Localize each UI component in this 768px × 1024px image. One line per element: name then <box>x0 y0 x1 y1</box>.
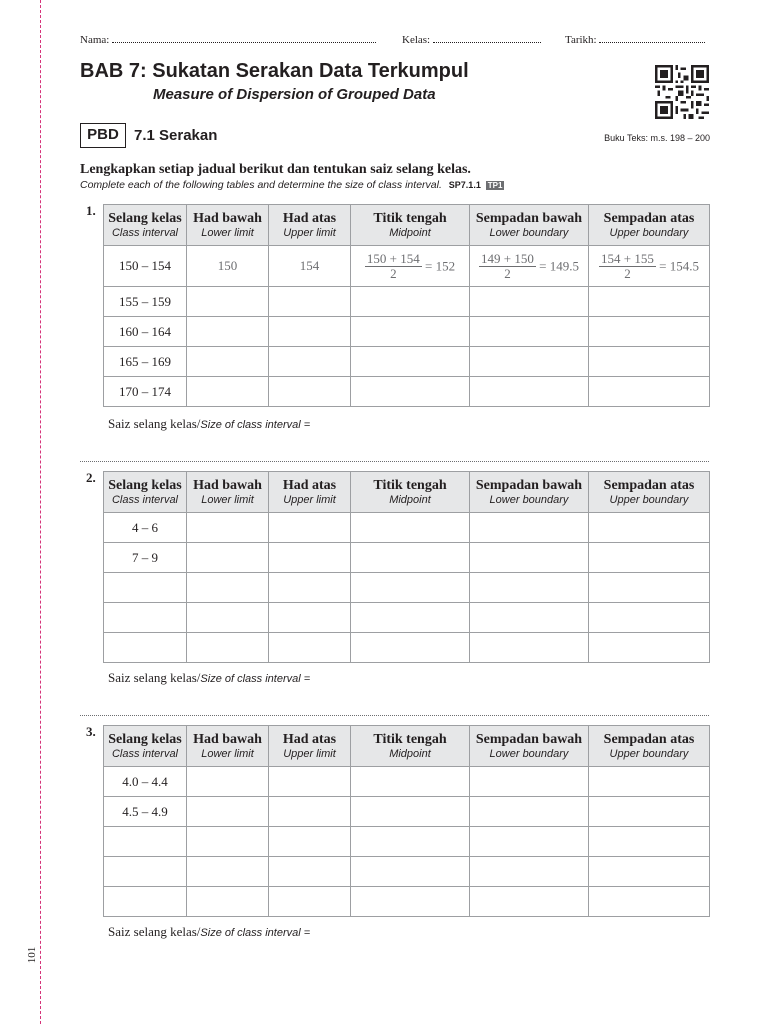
lower-boundary-input[interactable] <box>470 573 589 603</box>
date-field[interactable] <box>565 33 705 46</box>
lower-limit-cell: 150 <box>187 246 269 287</box>
table-row <box>104 887 710 917</box>
table-row <box>104 543 710 573</box>
table-row <box>104 633 710 663</box>
lower-limit-input[interactable] <box>187 797 269 827</box>
class-size-answer-line[interactable] <box>108 670 310 686</box>
col-header-lower-boundary: Sempadan bawah Lower boundary <box>470 205 589 246</box>
class-size-label-ms: Saiz selang kelas/ <box>108 416 201 431</box>
midpoint-input[interactable] <box>351 573 470 603</box>
upper-limit-input[interactable] <box>269 347 351 377</box>
upper-boundary-cell: $\frac{154 + 155}{2}$ = 154.5 <box>589 246 710 287</box>
class-interval-cell <box>104 827 187 857</box>
upper-limit-input[interactable] <box>269 633 351 663</box>
upper-limit-cell: 154 <box>269 246 351 287</box>
name-label: Nama: <box>80 34 110 46</box>
example-row <box>104 246 710 287</box>
table-header-row <box>104 726 710 767</box>
question-2-table <box>103 471 710 663</box>
class-interval-cell: 160 – 164 <box>104 317 187 347</box>
lower-limit-input[interactable] <box>187 347 269 377</box>
instruction-english-text: Complete each of the following tables and determine the size of class interval. <box>80 179 442 191</box>
class-interval-cell <box>104 603 187 633</box>
table-row <box>104 797 710 827</box>
midpoint-input[interactable] <box>351 827 470 857</box>
col-header-upper-limit: Had atas Upper limit <box>269 726 351 767</box>
class-interval-cell: 150 – 154 <box>104 246 187 287</box>
col-header-upper-limit: Had atas Upper limit <box>269 205 351 246</box>
class-interval-cell: 4.0 – 4.4 <box>104 767 187 797</box>
midpoint-cell: $\frac{150 + 154}{2}$ = 152 <box>351 246 470 287</box>
table-row <box>104 767 710 797</box>
upper-boundary-input[interactable] <box>589 827 710 857</box>
lower-boundary-input[interactable] <box>470 767 589 797</box>
textbook-reference: Buku Teks: m.s. 198 – 200 <box>604 133 710 143</box>
midpoint-input[interactable] <box>351 317 470 347</box>
upper-boundary-input[interactable] <box>589 887 710 917</box>
upper-limit-input[interactable] <box>269 513 351 543</box>
class-interval-cell: 4.5 – 4.9 <box>104 797 187 827</box>
chapter-title: BAB 7: Sukatan Serakan Data Terkumpul <box>80 60 469 82</box>
midpoint-input[interactable] <box>351 633 470 663</box>
table-row <box>104 377 710 407</box>
question-number: 2. <box>86 470 96 485</box>
qr-code-icon[interactable] <box>655 65 709 119</box>
class-interval-cell: 155 – 159 <box>104 287 187 317</box>
midpoint-input[interactable] <box>351 797 470 827</box>
page-margin-line <box>40 0 41 1024</box>
upper-boundary-input[interactable] <box>589 857 710 887</box>
lower-boundary-input[interactable] <box>470 317 589 347</box>
pbd-badge: PBD <box>80 123 126 148</box>
lower-boundary-input[interactable] <box>470 827 589 857</box>
class-interval-cell: 7 – 9 <box>104 543 187 573</box>
lower-boundary-input[interactable] <box>470 603 589 633</box>
midpoint-input[interactable] <box>351 857 470 887</box>
class-size-answer-line[interactable] <box>108 416 310 432</box>
midpoint-input[interactable] <box>351 887 470 917</box>
table-header-row <box>104 472 710 513</box>
col-header-upper-boundary: Sempadan atas Upper boundary <box>589 205 710 246</box>
lower-limit-input[interactable] <box>187 573 269 603</box>
midpoint-input[interactable] <box>351 543 470 573</box>
lower-limit-input[interactable] <box>187 513 269 543</box>
section-title: 7.1 Serakan <box>134 127 218 144</box>
class-interval-cell: 170 – 174 <box>104 377 187 407</box>
upper-boundary-input[interactable] <box>589 603 710 633</box>
lower-boundary-input[interactable] <box>470 347 589 377</box>
upper-limit-input[interactable] <box>269 317 351 347</box>
class-label: Kelas: <box>402 34 431 46</box>
section-divider <box>80 715 709 716</box>
table-row <box>104 573 710 603</box>
date-label: Tarikh: <box>565 34 597 46</box>
class-interval-cell <box>104 573 187 603</box>
table-row <box>104 317 710 347</box>
col-header-lower-limit: Had bawah Lower limit <box>187 205 269 246</box>
class-field[interactable] <box>402 33 541 46</box>
upper-boundary-input[interactable] <box>589 347 710 377</box>
table-row <box>104 513 710 543</box>
col-header-midpoint: Titik tengah Midpoint <box>351 472 470 513</box>
tp-level-badge: TP1 <box>487 181 503 190</box>
class-dotted-line <box>433 33 541 43</box>
class-size-label-en: Size of class interval = <box>200 419 311 431</box>
lower-boundary-input[interactable] <box>470 513 589 543</box>
col-header-lower-boundary: Sempadan bawah Lower boundary <box>470 726 589 767</box>
midpoint-input[interactable] <box>351 513 470 543</box>
lower-limit-input[interactable] <box>187 887 269 917</box>
class-size-answer-line[interactable] <box>108 924 310 940</box>
class-size-label-en: Size of class interval = <box>200 673 311 685</box>
upper-limit-input[interactable] <box>269 603 351 633</box>
instruction-english <box>80 179 504 191</box>
upper-boundary-input[interactable] <box>589 797 710 827</box>
upper-limit-input[interactable] <box>269 797 351 827</box>
col-header-class-interval: Selang kelas Class interval <box>104 472 187 513</box>
col-header-class-interval: Selang kelas Class interval <box>104 726 187 767</box>
date-dotted-line <box>599 33 705 43</box>
upper-limit-input[interactable] <box>269 287 351 317</box>
table-row <box>104 347 710 377</box>
lower-limit-input[interactable] <box>187 767 269 797</box>
lower-limit-input[interactable] <box>187 603 269 633</box>
upper-limit-input[interactable] <box>269 857 351 887</box>
table-header-row <box>104 205 710 246</box>
name-dotted-line <box>112 33 376 43</box>
lower-limit-input[interactable] <box>187 827 269 857</box>
question-1-table <box>103 204 710 407</box>
upper-boundary-input[interactable] <box>589 573 710 603</box>
upper-boundary-input[interactable] <box>589 513 710 543</box>
upper-boundary-input[interactable] <box>589 543 710 573</box>
col-header-upper-boundary: Sempadan atas Upper boundary <box>589 726 710 767</box>
table-row <box>104 857 710 887</box>
lower-boundary-input[interactable] <box>470 377 589 407</box>
class-size-label-en: Size of class interval = <box>200 927 311 939</box>
lower-boundary-cell: $\frac{149 + 150}{2}$ = 149.5 <box>470 246 589 287</box>
class-interval-cell <box>104 887 187 917</box>
col-header-class-interval: Selang kelas Class interval <box>104 205 187 246</box>
upper-boundary-input[interactable] <box>589 287 710 317</box>
lower-boundary-input[interactable] <box>470 857 589 887</box>
col-header-lower-limit: Had bawah Lower limit <box>187 726 269 767</box>
upper-limit-input[interactable] <box>269 887 351 917</box>
midpoint-input[interactable] <box>351 767 470 797</box>
midpoint-input[interactable] <box>351 287 470 317</box>
col-header-midpoint: Titik tengah Midpoint <box>351 205 470 246</box>
standard-code: SP7.1.1 <box>448 180 481 190</box>
chapter-subtitle: Measure of Dispersion of Grouped Data <box>153 86 436 103</box>
question-number: 3. <box>86 724 96 739</box>
col-header-lower-boundary: Sempadan bawah Lower boundary <box>470 472 589 513</box>
lower-limit-input[interactable] <box>187 317 269 347</box>
question-number: 1. <box>86 203 96 218</box>
midpoint-input[interactable] <box>351 347 470 377</box>
upper-boundary-input[interactable] <box>589 377 710 407</box>
lower-boundary-input[interactable] <box>470 797 589 827</box>
lower-limit-input[interactable] <box>187 543 269 573</box>
col-header-upper-boundary: Sempadan atas Upper boundary <box>589 472 710 513</box>
page-number: 101 <box>26 946 38 964</box>
class-interval-cell: 165 – 169 <box>104 347 187 377</box>
lower-limit-input[interactable] <box>187 633 269 663</box>
col-header-lower-limit: Had bawah Lower limit <box>187 472 269 513</box>
midpoint-input[interactable] <box>351 377 470 407</box>
class-size-label-ms: Saiz selang kelas/ <box>108 924 201 939</box>
upper-limit-input[interactable] <box>269 573 351 603</box>
class-interval-cell <box>104 633 187 663</box>
lower-limit-input[interactable] <box>187 377 269 407</box>
class-interval-cell <box>104 857 187 887</box>
question-3-table <box>103 725 710 917</box>
col-header-midpoint: Titik tengah Midpoint <box>351 726 470 767</box>
upper-limit-input[interactable] <box>269 377 351 407</box>
midpoint-input[interactable] <box>351 603 470 633</box>
lower-boundary-input[interactable] <box>470 633 589 663</box>
lower-limit-input[interactable] <box>187 287 269 317</box>
section-divider <box>80 461 709 462</box>
upper-limit-input[interactable] <box>269 767 351 797</box>
class-interval-cell: 4 – 6 <box>104 513 187 543</box>
name-field[interactable] <box>80 33 376 46</box>
col-header-upper-limit: Had atas Upper limit <box>269 472 351 513</box>
instruction-malay: Lengkapkan setiap jadual berikut dan tentukan saiz selang kelas. <box>80 162 471 177</box>
upper-limit-input[interactable] <box>269 543 351 573</box>
lower-boundary-input[interactable] <box>470 887 589 917</box>
table-row <box>104 603 710 633</box>
table-row <box>104 287 710 317</box>
upper-boundary-input[interactable] <box>589 767 710 797</box>
table-row <box>104 827 710 857</box>
upper-boundary-input[interactable] <box>589 317 710 347</box>
upper-limit-input[interactable] <box>269 827 351 857</box>
class-size-label-ms: Saiz selang kelas/ <box>108 670 201 685</box>
lower-boundary-input[interactable] <box>470 543 589 573</box>
upper-boundary-input[interactable] <box>589 633 710 663</box>
lower-boundary-input[interactable] <box>470 287 589 317</box>
lower-limit-input[interactable] <box>187 857 269 887</box>
